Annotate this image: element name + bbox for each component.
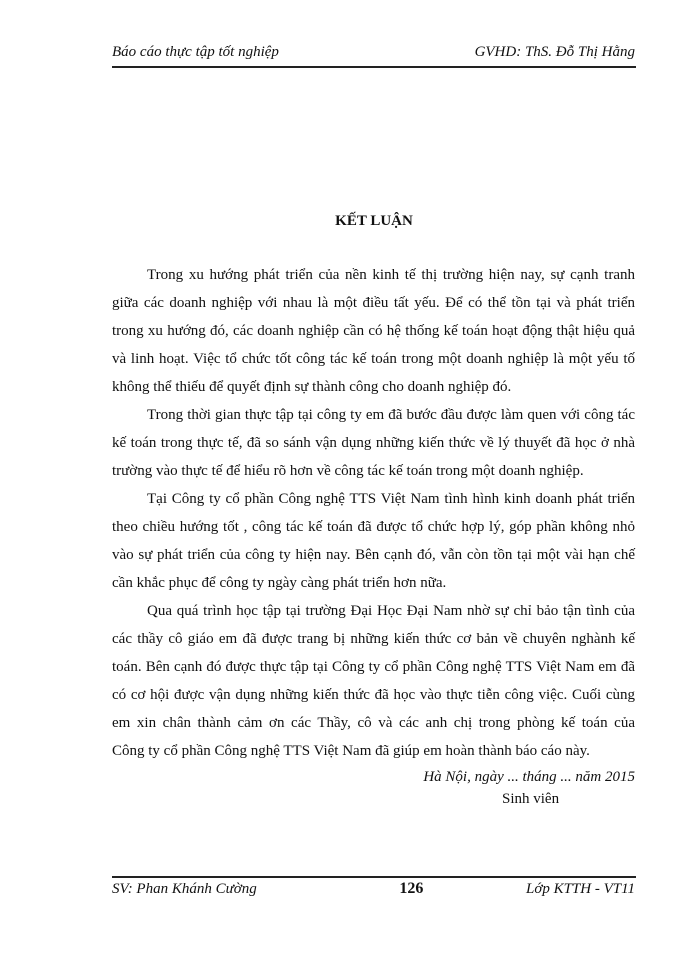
date-line: Hà Nội, ngày ... tháng ... năm 2015 xyxy=(423,769,635,785)
header-report-title: Báo cáo thực tập tốt nghiệp xyxy=(112,44,279,60)
header-divider xyxy=(112,66,636,68)
paragraph-line: theo chiều hướng tốt , công tác kế toán đã được tổ chức hợp lý, góp phần không nhỏ xyxy=(112,519,635,535)
page-header xyxy=(112,44,635,61)
document-body xyxy=(112,261,635,765)
paragraph-line: cần khắc phục để công ty ngày càng phát triển hơn nữa. xyxy=(112,575,447,591)
footer-class: Lớp KTTH - VT11 xyxy=(525,881,635,897)
paragraph-line: không thể thiếu để quyết định sự thành công cho doanh nghiệp đó. xyxy=(112,379,512,395)
header-supervisor: GVHD: ThS. Đỗ Thị Hằng xyxy=(474,44,635,60)
paragraph-line: Công ty cổ phần Công nghệ TTS Việt Nam đã giúp em hoàn thành báo cáo này. xyxy=(112,743,590,759)
paragraph-line: trường vào thực tế để hiểu rõ hơn về công tác kế toán trong một doanh nghiệp. xyxy=(112,463,584,479)
paragraph-line: Trong xu hướng phát triển của nền kinh tế thị trường hiện nay, sự cạnh tranh xyxy=(147,267,635,283)
paragraph-line: em xin chân thành cảm ơn các Thầy, cô và các anh chị trong phòng kế toán của xyxy=(112,715,635,731)
paragraph xyxy=(112,485,635,597)
page-footer xyxy=(112,880,635,898)
paragraph-line: kế toán trong thực tế, đã so sánh vận dụng những kiến thức về lý thuyết đã học ở nhà xyxy=(112,435,635,451)
paragraph xyxy=(112,401,635,485)
footer-student: SV: Phan Khánh Cường xyxy=(112,881,257,897)
paragraph-line: các thầy cô giáo em đã được trang bị những kiến thức cơ bản về chuyên nghành kế xyxy=(112,631,635,647)
paragraph-line: Tại Công ty cổ phần Công nghệ TTS Việt Nam tình hình kinh doanh phát triển xyxy=(147,491,635,507)
paragraph xyxy=(112,261,635,401)
signature-label: Sinh viên xyxy=(502,791,560,807)
paragraph-line: toán. Bên cạnh đó được thực tập tại Công ty cổ phần Công nghệ TTS Việt Nam em đã xyxy=(112,659,635,675)
paragraph-line: và linh hoạt. Việc tổ chức tốt công tác kế toán trong một doanh nghiệp là một yếu tố xyxy=(112,351,635,367)
footer-divider xyxy=(112,876,636,878)
paragraph-line: trong xu hướng đó, các doanh nghiệp cần có hệ thống kế toán hoạt động thật hiệu quả xyxy=(112,323,635,339)
paragraph-line: Trong thời gian thực tập tại công ty em đã bước đầu được làm quen với công tác xyxy=(147,407,635,423)
page-number: 126 xyxy=(399,880,424,897)
paragraph-line: vào sự phát triển của công ty hiện nay. Bên cạnh đó, vẫn còn tồn tại một vài hạn chế xyxy=(112,547,635,563)
paragraph-line: có cơ hội được vận dụng những kiến thức đã học vào thực tiễn công việc. Cuối cùng xyxy=(112,687,635,703)
paragraph xyxy=(112,597,635,765)
paragraph-line: giữa các doanh nghiệp với nhau là một điều tất yếu. Để có thể tồn tại và phát triển xyxy=(112,295,635,311)
paragraph-line: Qua quá trình học tập tại trường Đại Học Đại Nam nhờ sự chỉ bảo tận tình của xyxy=(147,603,635,619)
page-title: KẾT LUẬN xyxy=(335,213,413,229)
